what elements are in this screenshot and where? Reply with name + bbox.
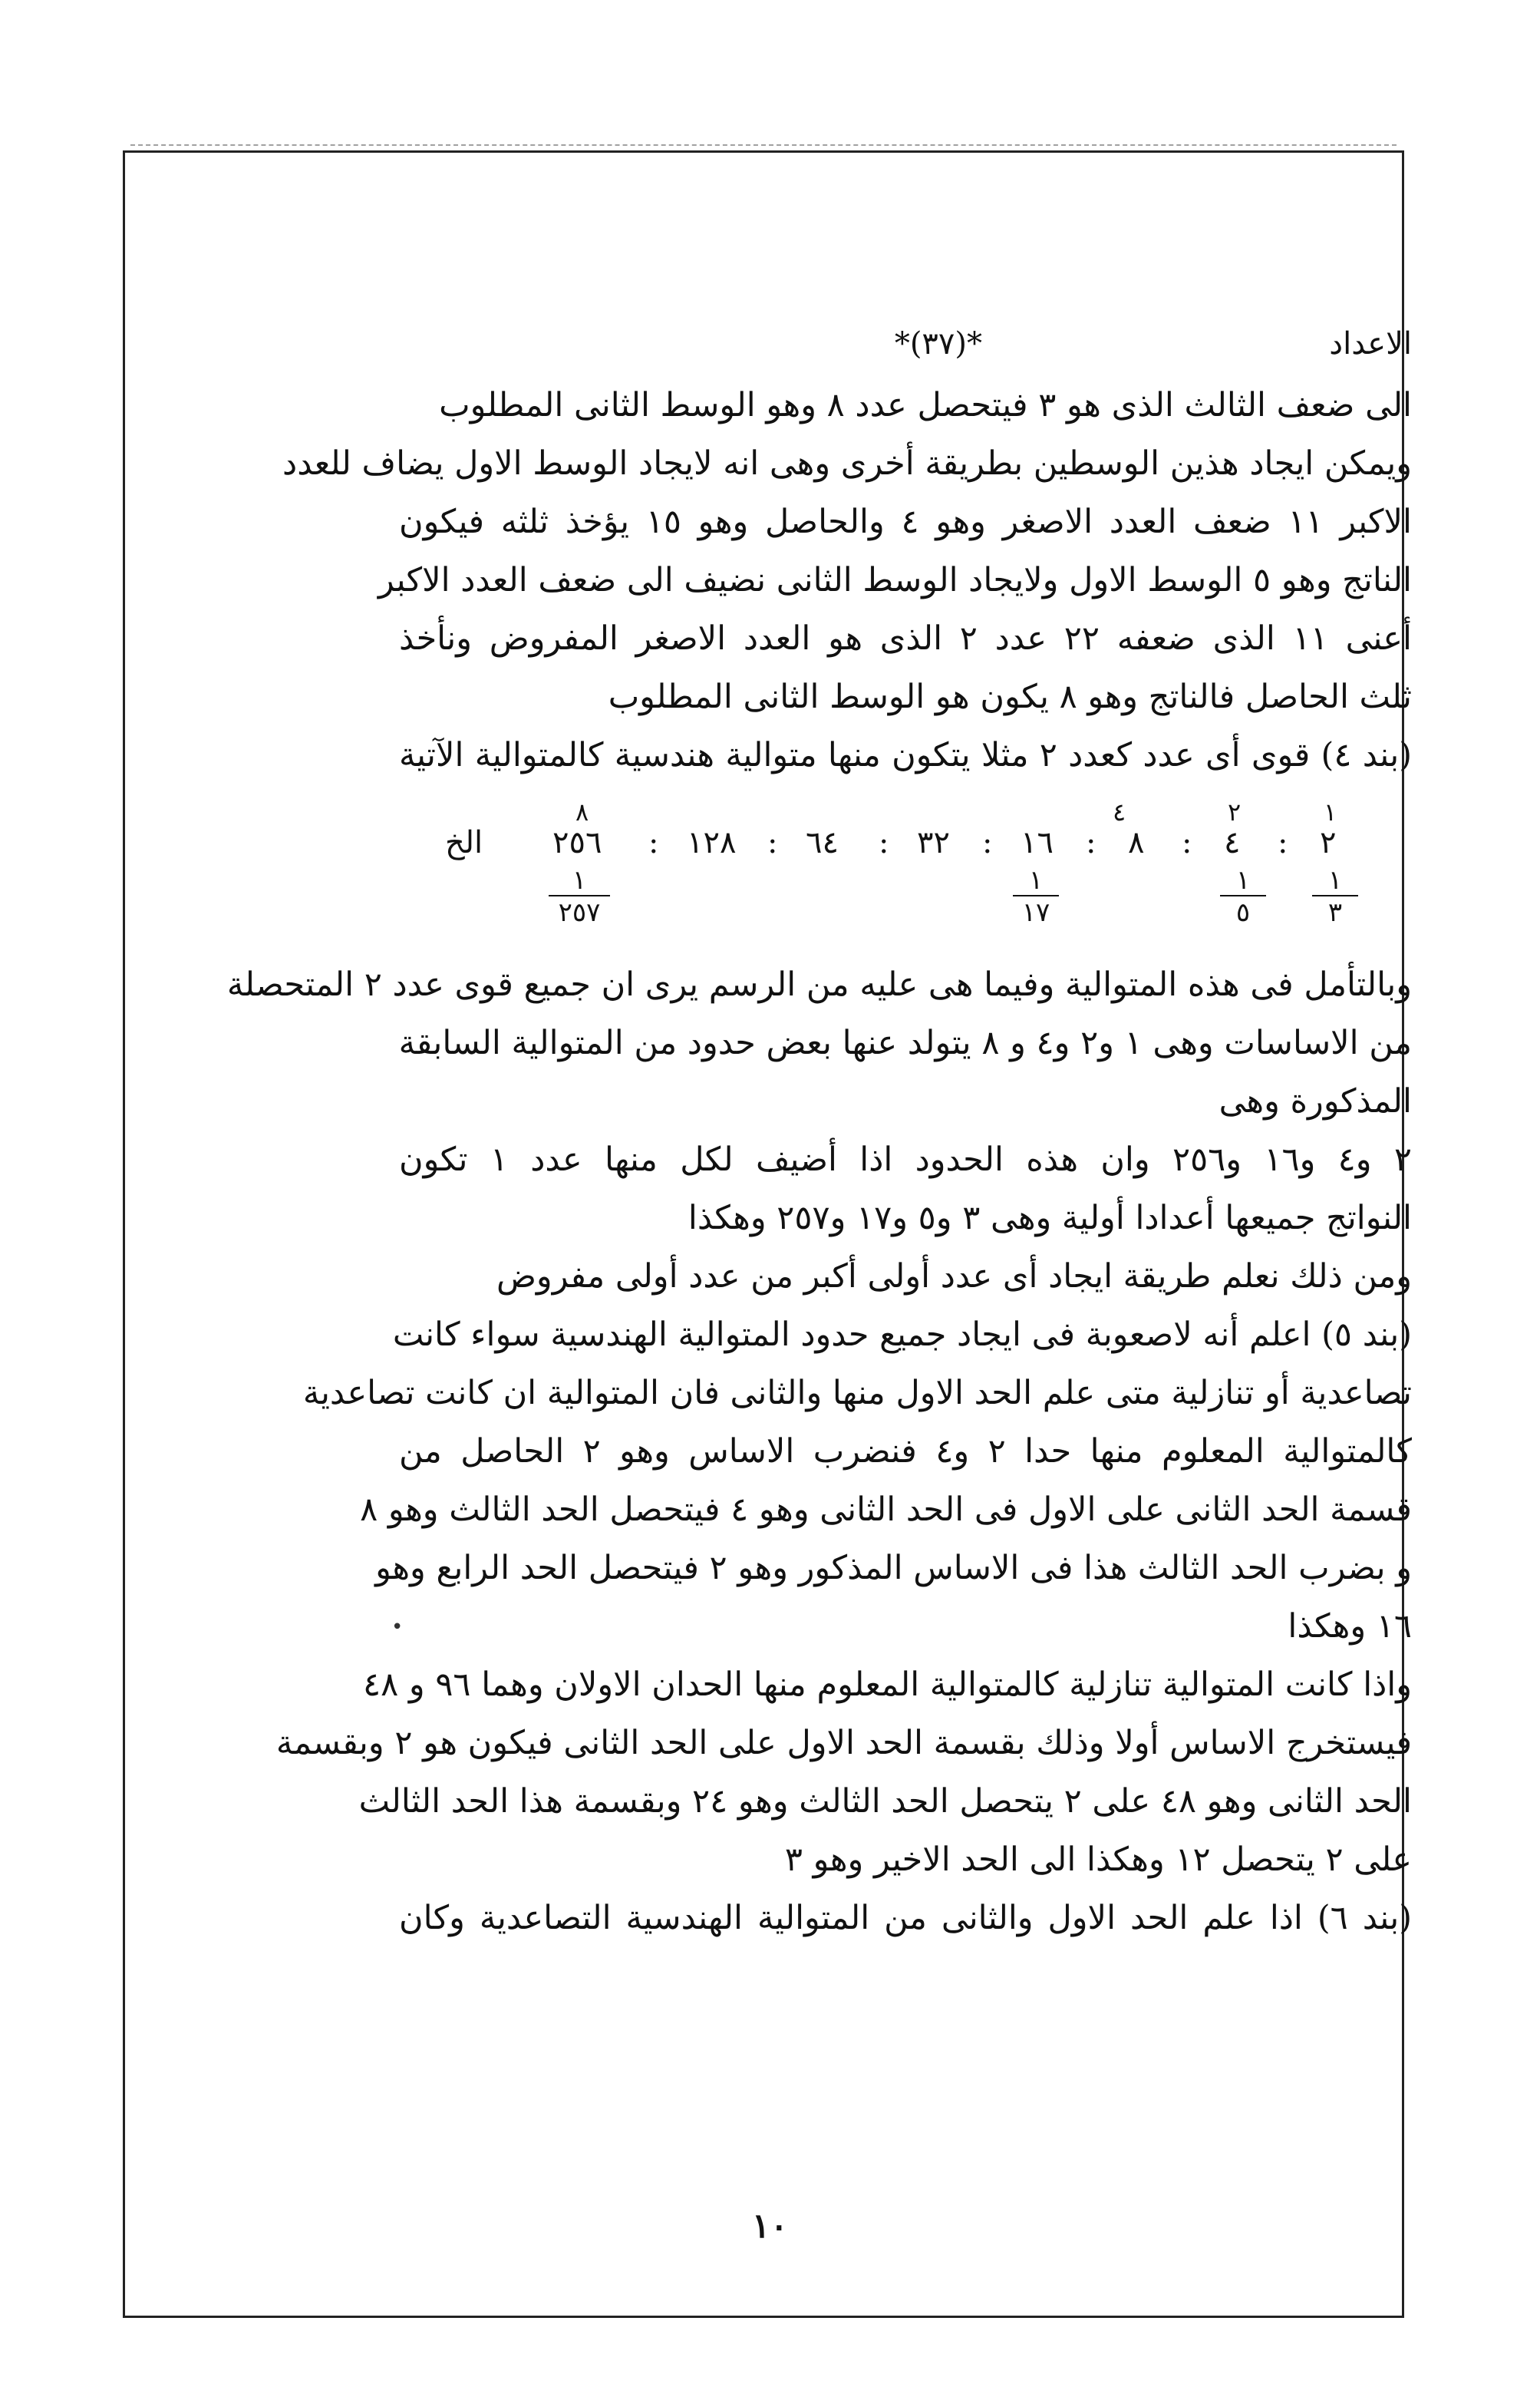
text-line: الاكبر ١١ ضعف العدد الاصغر وهو ٤ والحاصل وهو ١٥ يؤخذ ثلثه فيكون — [399, 503, 1412, 541]
sequence-term: ٨ — [1128, 825, 1145, 860]
sequence-term: ٣٢ — [917, 825, 950, 860]
sequence-exponent: ٤ — [1113, 797, 1126, 827]
sequence-term: ١٢٨ — [687, 825, 737, 860]
sequence-term: ٢٥٦ — [552, 825, 602, 860]
sequence-separator: : — [648, 825, 659, 860]
section-title: الاعداد — [1329, 326, 1412, 362]
text-line: و بضرب الحد الثالث هذا فى الاساس المذكور وهو ٢ فيتحصل الحد الرابع وهو — [375, 1549, 1412, 1587]
page-number: *(٣٧)* — [894, 326, 982, 362]
sequence-fraction: ١ ٢٥٧ — [549, 867, 610, 926]
sequence-term: ١٦ — [1021, 825, 1054, 860]
text-line: ١٦ وهكذا — [1288, 1607, 1412, 1646]
sequence-separator: : — [767, 825, 778, 860]
text-line: الى ضعف الثالث الذى هو ٣ فيتحصل عدد ٨ وهو الوسط الثانى المطلوب — [439, 386, 1412, 424]
sequence-term: ٢ — [1320, 825, 1337, 860]
text-line: أعنى ١١ الذى ضعفه ٢٢ عدد ٢ الذى هو العدد الاصغر المفروض ونأخذ — [399, 619, 1412, 658]
sequence-fraction: ١ ٣ — [1312, 867, 1358, 926]
sequence-separator: : — [1182, 825, 1192, 860]
text-line: فيستخرج الاساس أولا وذلك بقسمة الحد الاول على الحد الثانى فيكون هو ٢ وبقسمة — [275, 1724, 1412, 1762]
text-line: قسمة الحد الثانى على الاول فى الحد الثانى وهو ٤ فيتحصل الحد الثالث وهو ٨ — [360, 1491, 1412, 1529]
sequence-fraction: ١ ١٧ — [1013, 867, 1059, 926]
sequence-separator: : — [1086, 825, 1096, 860]
text-line: تصاعدية أو تنازلية متى علم الحد الاول منها والثانى فان المتوالية ان كانت تصاعدية — [302, 1374, 1412, 1412]
sequence-exponent: ٨ — [575, 797, 589, 827]
text-line: (بند ٥) اعلم أنه لاصعوبة فى ايجاد جميع حدود المتوالية الهندسية سواء كانت — [392, 1316, 1412, 1354]
text-line: ٢ و٤ و١٦ و٢٥٦ وان هذه الحدود اذا أضيف لكل منها عدد ١ تكون — [399, 1141, 1412, 1179]
sequence-term: ٦٤ — [806, 825, 839, 860]
text-line: وبالتأمل فى هذه المتوالية وفيما هى عليه من الرسم يرى ان جميع قوى عدد ٢ المتحصلة — [226, 966, 1412, 1004]
signature-mark: ١٠ — [751, 2207, 789, 2246]
sequence-term: ٤ — [1224, 825, 1241, 860]
text-line: (بند ٦) اذا علم الحد الاول والثانى من المتوالية الهندسية التصاعدية وكان — [399, 1899, 1412, 1937]
text-line: من الاساسات وهى ١ و٢ و٤ و ٨ يتولد عنها بعض حدود من المتوالية السابقة — [398, 1024, 1412, 1062]
text-line: ومن ذلك نعلم طريقة ايجاد أى عدد أولى أكبر من عدد أولى مفروض — [496, 1257, 1412, 1296]
text-line: كالمتوالية المعلوم منها حدا ٢ و٤ فنضرب الاساس وهو ٢ الحاصل من — [399, 1432, 1412, 1471]
ink-speck: • — [391, 1616, 404, 1639]
text-line: واذا كانت المتوالية تنازلية كالمتوالية المعلوم منها الحدان الاولان وهما ٩٦ و ٤٨ — [363, 1666, 1412, 1704]
sequence-separator: : — [1278, 825, 1288, 860]
sequence-fraction: ١ ٥ — [1220, 867, 1266, 926]
geometric-sequence — [399, 783, 1412, 929]
sequence-exponent: ١ — [1324, 797, 1337, 827]
text-line: على ٢ يتحصل ١٢ وهكذا الى الحد الاخير وهو ٣ — [784, 1841, 1412, 1879]
text-line: النواتج جميعها أعدادا أولية وهى ٣ و٥ و١٧ و٢٥٧ وهكذا — [688, 1199, 1412, 1237]
frame-top-edge — [130, 144, 1397, 150]
text-line: ويمكن ايجاد هذين الوسطين بطريقة أخرى وهى انه لايجاد الوسط الاول يضاف للعدد — [282, 444, 1412, 483]
text-line: الناتج وهو ٥ الوسط الاول ولايجاد الوسط الثانى نضيف الى ضعف العدد الاكبر — [378, 561, 1412, 599]
sequence-separator: : — [879, 825, 889, 860]
text-line: المذكورة وهى — [1218, 1082, 1412, 1121]
text-line: الحد الثانى وهو ٤٨ على ٢ يتحصل الحد الثالث وهو ٢٤ وبقسمة هذا الحد الثالث — [358, 1782, 1412, 1821]
text-line: ثلث الحاصل فالناتج وهو ٨ يكون هو الوسط الثانى المطلوب — [608, 678, 1412, 716]
sequence-exponent: ٢ — [1228, 797, 1242, 827]
sequence-separator: : — [982, 825, 993, 860]
sequence-etc: الخ — [445, 825, 483, 860]
text-line: (بند ٤) قوى أى عدد كعدد ٢ مثلا يتكون منها متوالية هندسية كالمتوالية الآتية — [399, 736, 1412, 774]
